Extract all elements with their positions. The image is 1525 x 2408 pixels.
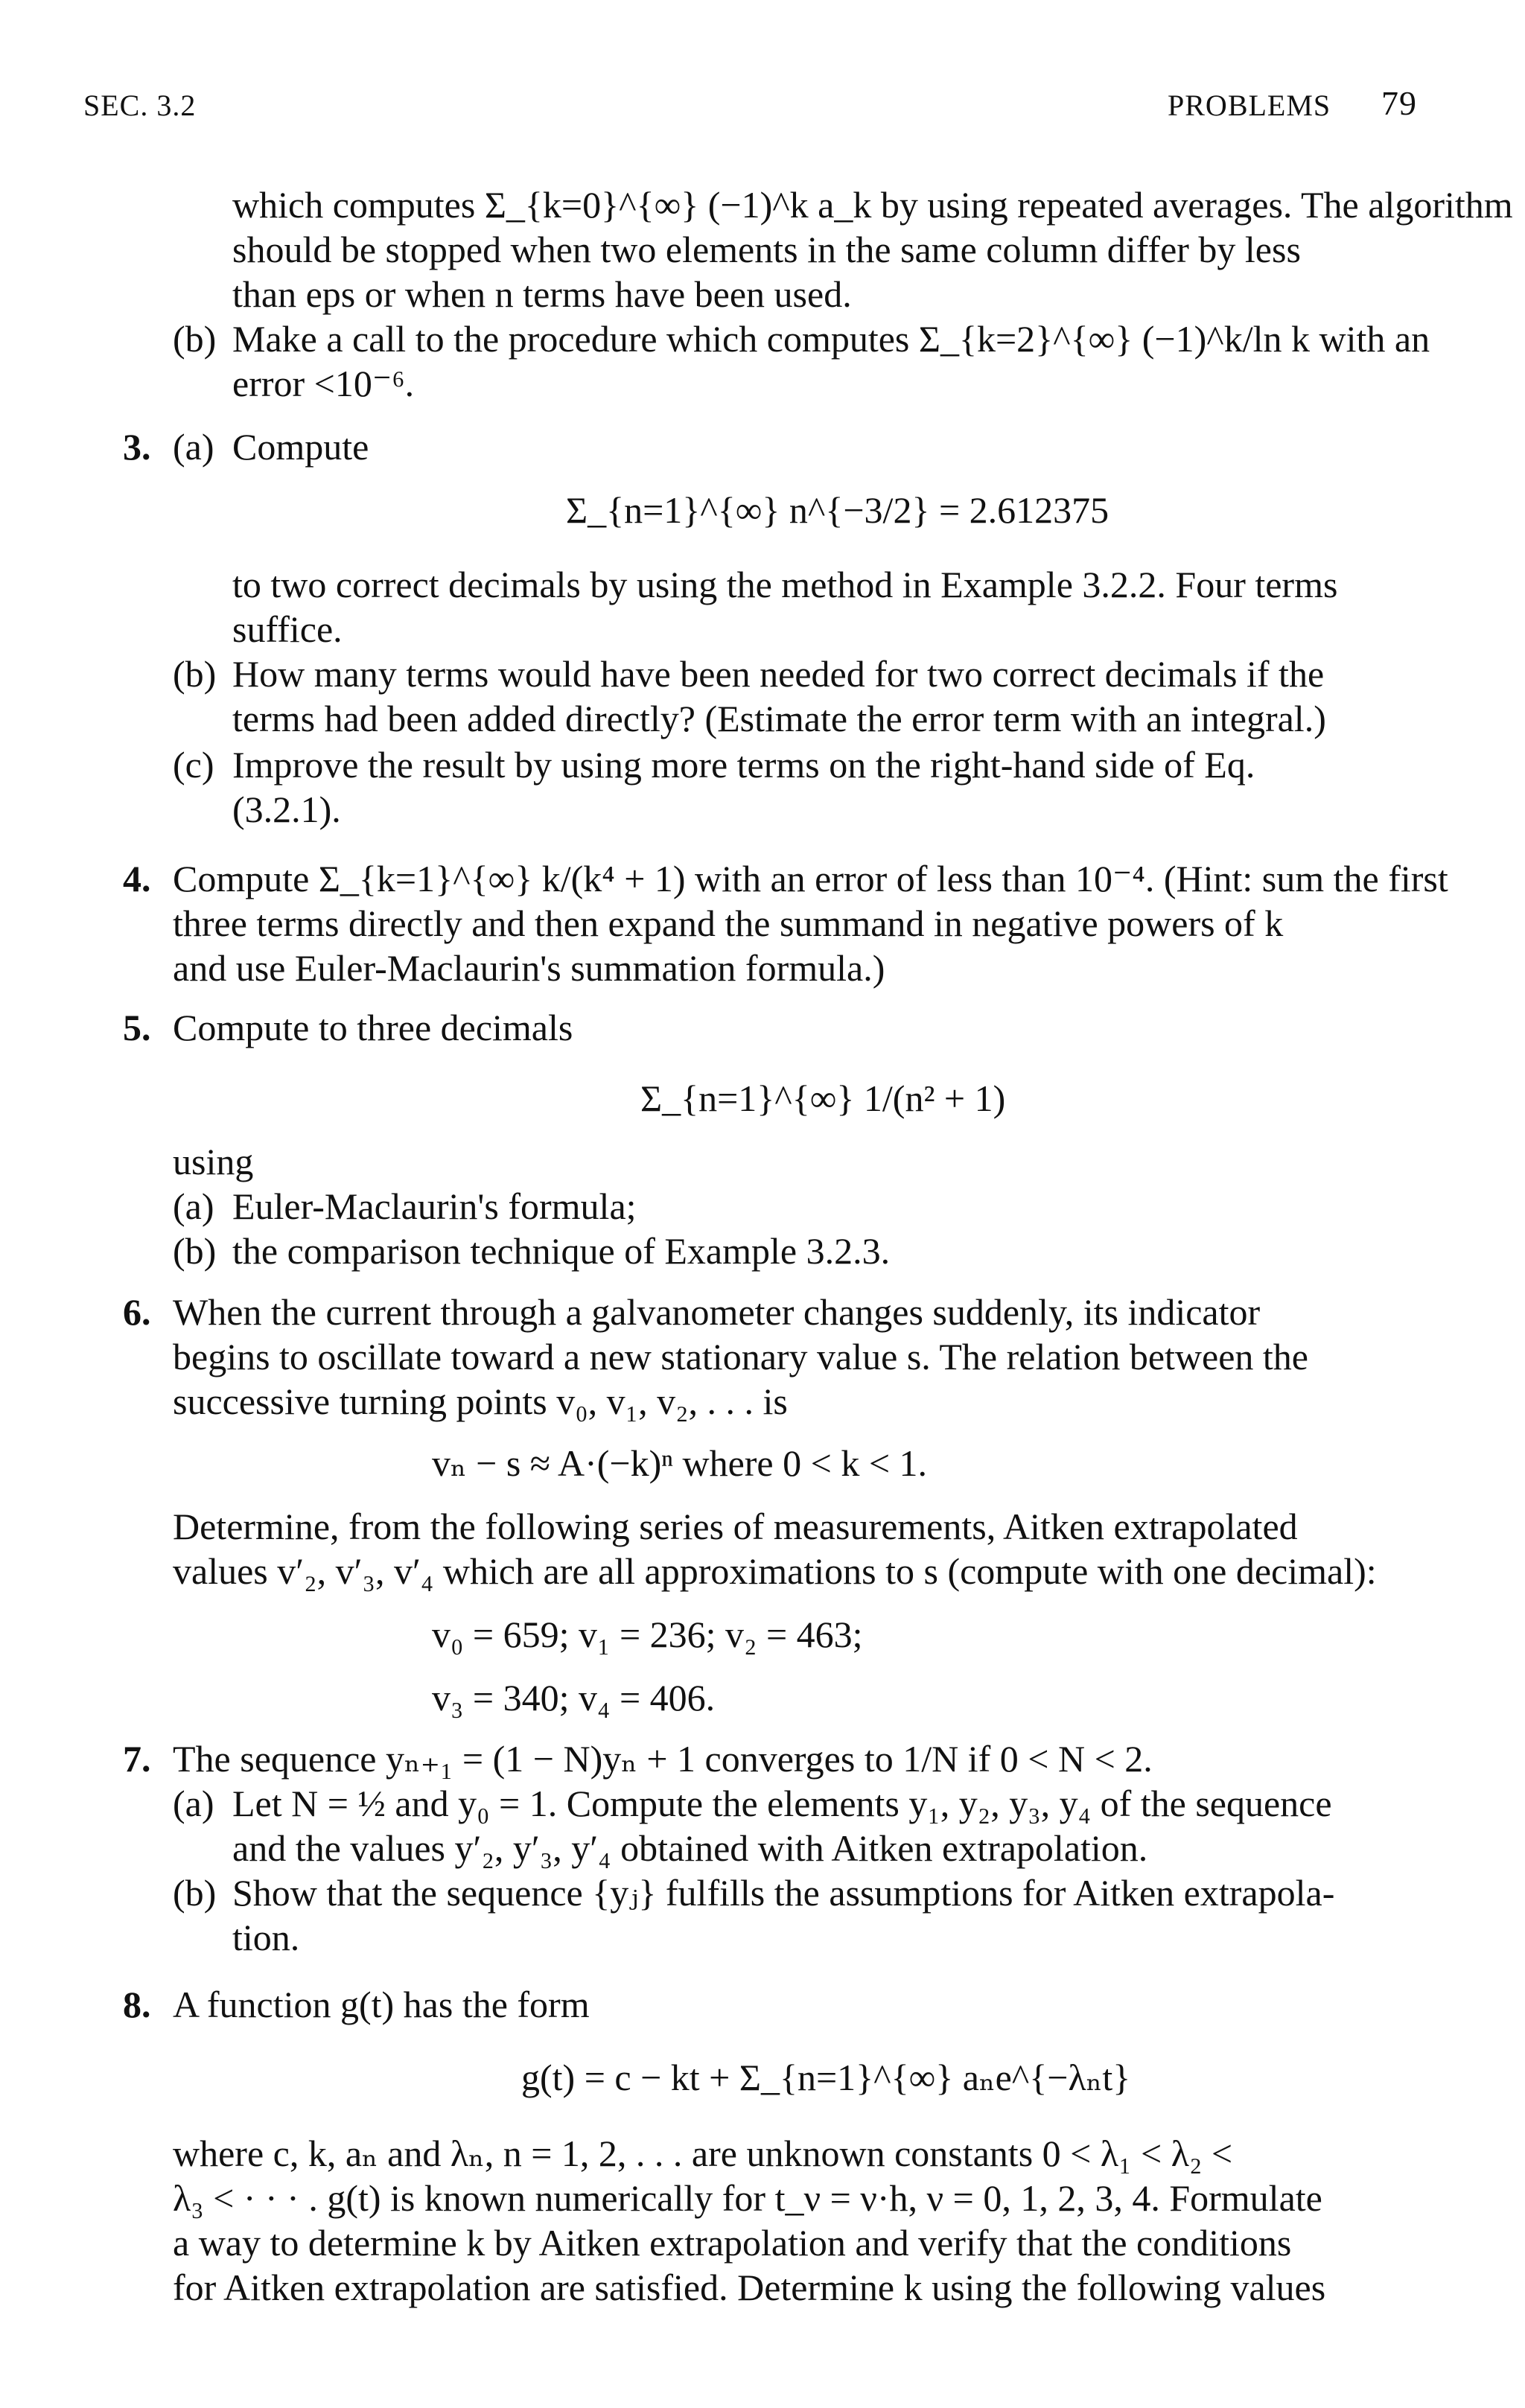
p5-line-1: Compute to three decimals [173, 1007, 573, 1048]
p3-formula: Σ_{n=1}^{∞} n^{−3/2} = 2.612375 [566, 489, 1109, 531]
p5-line-2: using [173, 1141, 254, 1182]
p7-a-line-2: and the values y′₂, y′₃, y′₄ obtained with Aitken extrapolation. [232, 1827, 1148, 1869]
p2-b-line-1: Make a call to the procedure which computes Σ_{k=2}^{∞} (−1)^k/ln k with an [232, 318, 1430, 360]
p3-b-line-2: terms had been added directly? (Estimate the error term with an integral.) [232, 698, 1326, 739]
p7-b-label: (b) [173, 1872, 217, 1914]
p2-line-2: should be stopped when two elements in the same column differ by less [232, 229, 1301, 270]
p3-a-text: Compute [232, 426, 369, 468]
p4-line-3: and use Euler-Maclaurin's summation formula.) [173, 947, 885, 989]
p6-data-row-2: v₃ = 340; v₄ = 406. [432, 1677, 716, 1719]
p4-line-1: Compute Σ_{k=1}^{∞} k/(k⁴ + 1) with an error of less than 10⁻⁴. (Hint: sum the first [173, 858, 1448, 899]
p2-line-3: than eps or when n terms have been used. [232, 273, 852, 315]
p2-b-line-2: error <10⁻⁶. [232, 363, 415, 404]
p3-a-line-1: to two correct decimals by using the method in Example 3.2.2. Four terms [232, 564, 1338, 605]
p5-b-label: (b) [173, 1230, 217, 1272]
p3-c-label: (c) [173, 744, 214, 786]
p2-b-label: (b) [173, 318, 217, 360]
p8-line-2: where c, k, aₙ and λₙ, n = 1, 2, . . . are unknown constants 0 < λ₁ < λ₂ < [173, 2133, 1233, 2174]
p4-line-2: three terms directly and then expand the summand in negative powers of k [173, 902, 1284, 944]
p8-formula: g(t) = c − kt + Σ_{n=1}^{∞} aₙe^{−λₙt} [521, 2057, 1131, 2098]
p3-c-line-1: Improve the result by using more terms on the right-hand side of Eq. [232, 744, 1255, 786]
problem-6-number: 6. [123, 1291, 151, 1333]
p7-b-line-1: Show that the sequence {yⱼ} fulfills the assumptions for Aitken extrapola- [232, 1872, 1335, 1914]
p6-formula: vₙ − s ≈ A·(−k)ⁿ where 0 < k < 1. [432, 1442, 928, 1484]
p7-a-line-1: Let N = ½ and y₀ = 1. Compute the elements y₁, y₂, y₃, y₄ of the sequence [232, 1783, 1332, 1824]
p8-line-1: A function g(t) has the form [173, 1984, 590, 2025]
p8-line-3: λ₃ < · · · . g(t) is known numerically for t_ν = ν·h, ν = 0, 1, 2, 3, 4. Formulate [173, 2177, 1322, 2219]
p3-c-line-2: (3.2.1). [232, 789, 341, 830]
p7-b-line-2: tion. [232, 1917, 300, 1958]
problem-4-number: 4. [123, 858, 151, 899]
problem-5-number: 5. [123, 1007, 151, 1048]
running-head-section: SEC. 3.2 [83, 89, 197, 122]
problem-3-number: 3. [123, 426, 151, 468]
p8-line-5: for Aitken extrapolation are satisfied. Determine k using the following values [173, 2267, 1326, 2308]
p6-line-2: begins to oscillate toward a new stationary value s. The relation between the [173, 1336, 1308, 1377]
page-number: 79 [1381, 84, 1417, 122]
p6-line-4: Determine, from the following series of measurements, Aitken extrapolated [173, 1506, 1298, 1547]
p7-line-1: The sequence yₙ₊₁ = (1 − N)yₙ + 1 converges to 1/N if 0 < N < 2. [173, 1738, 1153, 1780]
p8-line-4: a way to determine k by Aitken extrapolation and verify that the conditions [173, 2222, 1292, 2264]
p5-a-line-1: Euler-Maclaurin's formula; [232, 1185, 637, 1227]
p6-line-3: successive turning points v₀, v₁, v₂, . . . is [173, 1380, 788, 1422]
p6-data-row-1: v₀ = 659; v₁ = 236; v₂ = 463; [432, 1614, 863, 1655]
p7-a-label: (a) [173, 1783, 214, 1824]
running-head-title: PROBLEMS [1168, 89, 1331, 122]
p3-b-line-1: How many terms would have been needed for two correct decimals if the [232, 653, 1325, 695]
problem-7-number: 7. [123, 1738, 151, 1780]
p3-a-line-2: suffice. [232, 608, 343, 650]
p6-line-5: values v′₂, v′₃, v′₄ which are all approximations to s (compute with one decimal): [173, 1550, 1377, 1592]
p6-line-1: When the current through a galvanometer changes suddenly, its indicator [173, 1291, 1261, 1333]
p5-formula: Σ_{n=1}^{∞} 1/(n² + 1) [640, 1077, 1006, 1119]
p3-b-label: (b) [173, 653, 217, 695]
p2-line-1: which computes Σ_{k=0}^{∞} (−1)^k a_k by using repeated averages. The algorithm [232, 184, 1513, 226]
problem-8-number: 8. [123, 1984, 151, 2025]
p5-a-label: (a) [173, 1185, 214, 1227]
p3-a-label: (a) [173, 426, 214, 468]
p5-b-line-1: the comparison technique of Example 3.2.3. [232, 1230, 891, 1272]
